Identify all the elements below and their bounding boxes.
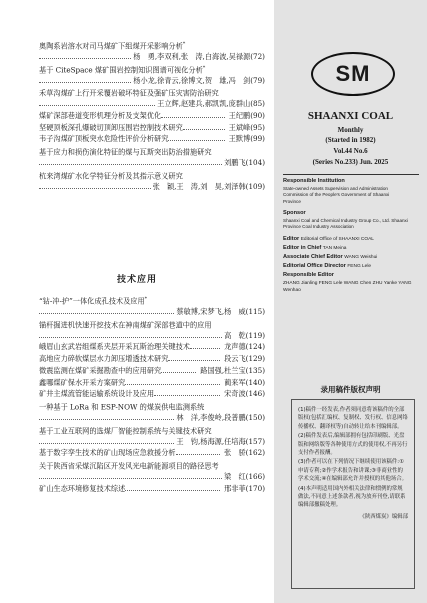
toc-entry-authors: 王默博 bbox=[228, 134, 251, 144]
editor-label: Editor bbox=[283, 236, 300, 242]
toc-entry-page: (115) bbox=[245, 307, 265, 316]
toc-entry-page: (135) bbox=[245, 365, 265, 375]
editor-value: Editorial Office of SHAANXI COAL bbox=[300, 237, 374, 242]
toc-leader-dots bbox=[161, 117, 224, 118]
toc-entry-title-line[interactable] bbox=[39, 319, 261, 329]
toc-entry-page: (95) bbox=[250, 122, 265, 132]
journal-logo: SM bbox=[311, 52, 395, 96]
toc-entry-title-line[interactable] bbox=[39, 87, 261, 97]
toc-entry-title: 关于陕西省采煤沉陷区开发风光电新能源项目的路径思考 bbox=[39, 461, 219, 471]
editor-in-chief-row bbox=[283, 245, 423, 251]
toc-leader-dots bbox=[39, 105, 155, 106]
toc-entry-authors: 王立辉,赵建兵,郝凯凯,庞群山 bbox=[157, 99, 251, 109]
toc-entry-author-line bbox=[39, 472, 265, 481]
toc-leader-dots bbox=[154, 395, 220, 396]
responsible-editor-label: Responsible Editor bbox=[283, 272, 334, 278]
responsible-institution: State-owned Assets Supervision and Administration Commission of the People's Government of Shaanxi Province bbox=[283, 186, 390, 204]
toc-leader-dots bbox=[39, 164, 222, 165]
toc-entry-authors: 路国强,杜兰宝 bbox=[200, 365, 246, 375]
toc-leader-dots bbox=[39, 188, 151, 189]
toc-entry-authors: 刘鹏飞 bbox=[224, 158, 246, 168]
toc-entry-page: (99) bbox=[250, 134, 265, 144]
toc-entry-title: 煤矿深部巷道变形机理分析及支架优化 bbox=[39, 110, 162, 120]
toc-entry-title: 鑫哪煤矿保水开采方案研究 bbox=[39, 377, 126, 387]
notice-paragraph-2: (2)稿件发表后,编辑部拥有包括印刷版、光盘版和网络版等各种使用方式的使用权,不再另行支付作者报酬。 bbox=[298, 433, 408, 457]
toc-entry-title-line[interactable] bbox=[39, 425, 261, 435]
toc-entry-authors: 高 乾 bbox=[224, 330, 246, 340]
toc-entry-title: 杭来湾煤矿水化学特征分析及其指示意义研究 bbox=[39, 171, 183, 181]
toc-leader-dots bbox=[190, 348, 220, 349]
toc-entry[interactable] bbox=[39, 134, 265, 143]
toc-entry-authors: 张 骄 bbox=[224, 448, 246, 458]
editor-row bbox=[283, 236, 423, 242]
toc-entry[interactable] bbox=[39, 111, 265, 120]
responsible-institution-label: Responsible Institution bbox=[283, 178, 345, 184]
journal-serial: (Series No.233) Jun. 2025 bbox=[312, 158, 389, 166]
journal-frequency: Monthly bbox=[337, 126, 364, 134]
toc-entry-author-line bbox=[39, 331, 265, 340]
toc-leader-dots bbox=[39, 443, 174, 444]
sponsor: Shaanxi Coal and Chemical Industry Group Co., Ltd. Shaanxi Province Coal Industry Association bbox=[283, 218, 408, 230]
toc-leader-dots bbox=[39, 478, 222, 479]
toc-entry-authors: 宋奇波 bbox=[224, 389, 246, 399]
toc-entry-author-line bbox=[39, 413, 265, 422]
toc-entry-title: 峨眉山玄武岩组煤系夹层开采瓦斯治理关键技术 bbox=[39, 342, 190, 352]
editor-in-chief-label: Editor in Chief bbox=[283, 245, 322, 251]
toc-entry-page: (85) bbox=[250, 99, 265, 109]
toc-entry-title-line[interactable] bbox=[39, 146, 261, 156]
toc-entry-title: 锚杆掘进机快速开挖技术在神南煤矿深部巷道中的应用 bbox=[39, 319, 212, 329]
toc-entry-page: (157) bbox=[245, 436, 265, 446]
editorial-office-director-row bbox=[283, 263, 423, 269]
toc-entry-title: 矿井主煤流管能运输系统设计及应用 bbox=[39, 389, 155, 399]
toc-entry-title: “钻-冲-护”一体化成孔技术及应用 bbox=[39, 296, 145, 306]
toc-entry-authors: 梁 红 bbox=[224, 472, 246, 482]
toc-leader-dots bbox=[168, 360, 220, 361]
toc-entry-title: 基于应力和损伤演化特征的煤与瓦斯突出防治措施研究 bbox=[39, 147, 212, 157]
toc-entry-title-line[interactable] bbox=[39, 460, 261, 470]
toc-entry-fund-mark: * bbox=[202, 64, 206, 71]
toc-entry-page: (146) bbox=[245, 389, 265, 399]
toc-leader-dots bbox=[125, 384, 220, 385]
toc-entry-title: 高地应力碎软煤层水力卸压增透技术研究 bbox=[39, 354, 169, 363]
toc-entry-page: (109) bbox=[245, 181, 265, 191]
toc-entry-author-line bbox=[39, 158, 265, 167]
notice-title: 录用稿件版权声明 bbox=[320, 385, 381, 394]
toc-entry-page: (170) bbox=[245, 483, 265, 493]
toc-entry-title-line[interactable] bbox=[39, 295, 261, 305]
section-title: 技术应用 bbox=[116, 275, 157, 285]
toc-entry-authors: 王 钧,杨海源,任培海 bbox=[176, 436, 246, 446]
toc-leader-dots bbox=[39, 313, 174, 314]
toc-entry-page: (90) bbox=[250, 110, 265, 120]
toc-entry[interactable] bbox=[39, 342, 265, 351]
journal-started: (Started in 1982) bbox=[325, 136, 376, 144]
toc-entry-title: 坚硬顶板深孔爆破切顶卸压围岩控制技术研究 bbox=[39, 122, 183, 132]
toc-entry-title: 奥陶系岩溶水对司马煤矿下组煤开采影响分析 bbox=[39, 41, 183, 51]
toc-entry[interactable] bbox=[39, 378, 265, 387]
toc-entry-authors: 龙声德 bbox=[224, 342, 246, 352]
toc-entry-title: 韦子沟煤矿顶板突水危险性评价分析研究 bbox=[39, 134, 169, 144]
toc-entry-page: (79) bbox=[250, 75, 265, 85]
toc-entry-authors: 王斌峰 bbox=[228, 122, 251, 132]
toc-entry[interactable] bbox=[39, 366, 265, 375]
toc-leader-dots bbox=[39, 82, 131, 83]
toc-entry-author-line bbox=[39, 76, 265, 85]
notice-paragraph-1: (1)稿件一经发表,作者须同意将该稿件的全部版权(包括汇编权、复制权、发行权、信息网络传播权、翻译权等)自动转让给本刊编辑部。 bbox=[298, 407, 408, 430]
toc-entry-author-line bbox=[39, 99, 265, 108]
toc-entry-page: (166) bbox=[245, 472, 265, 482]
toc-entry[interactable] bbox=[39, 389, 265, 398]
toc-entry-author-line bbox=[39, 437, 265, 446]
toc-entry-title: 基于 CiteSpace 煤矿围岩控制知识图谱可视化分析 bbox=[39, 64, 203, 74]
toc-entry-authors: 王纪鹏 bbox=[228, 110, 251, 120]
toc-entry-title: 矿山生态环境修复技术综述 bbox=[39, 483, 126, 493]
toc-entry-authors: 杨小龙,徐青云,徐博文,贺 雄,冯 剑 bbox=[133, 75, 251, 85]
toc-leader-dots bbox=[39, 419, 174, 420]
copyright-notice-box bbox=[291, 399, 415, 589]
toc-entry-fund-mark: * bbox=[182, 41, 186, 47]
toc-entry-page: (150) bbox=[245, 413, 265, 423]
toc-entry-page: (119) bbox=[245, 330, 265, 340]
masthead-rule-top bbox=[283, 174, 419, 175]
toc-leader-dots bbox=[183, 129, 225, 130]
toc-entry-author-line bbox=[39, 52, 265, 61]
associate-chief-editor-row bbox=[283, 254, 423, 260]
toc-leader-dots bbox=[125, 490, 220, 491]
toc-leader-dots bbox=[161, 372, 196, 373]
toc-entry-title-line[interactable] bbox=[39, 40, 261, 50]
associate-chief-editor-label: Associate Chief Editor bbox=[283, 254, 343, 260]
toc-entry-title: 微震监测在煤矿采掘勘查中的应用研究 bbox=[39, 365, 162, 375]
toc-entry-page: (72) bbox=[250, 52, 265, 61]
toc-leader-dots bbox=[39, 58, 131, 59]
notice-signature: 《陕西煤炭》编辑部 bbox=[359, 513, 408, 520]
toc-entry[interactable] bbox=[39, 123, 265, 132]
toc-entry-fund-mark: * bbox=[144, 296, 148, 302]
toc-entry[interactable] bbox=[39, 448, 265, 457]
toc-entry[interactable] bbox=[39, 354, 265, 363]
toc-entry-authors: 蔺来军 bbox=[224, 377, 246, 387]
toc-entry-page: (124) bbox=[245, 342, 265, 352]
toc-entry-title: 基于数字孪生技术的矿山现场应急救援分析 bbox=[39, 448, 176, 458]
associate-chief-editor-value: WANG Weishui bbox=[344, 255, 378, 260]
toc-entry-title: 基于工业互联网的选煤厂智能控制系统与关键技术研究 bbox=[39, 426, 212, 436]
toc-entry-page: (162) bbox=[245, 448, 265, 458]
toc-entry-page: (129) bbox=[245, 354, 265, 363]
editor-in-chief-value: TAN Meina bbox=[322, 246, 347, 251]
responsible-editor: ZHANG Jianling FENG Lele WANG Chen ZHU Yanke YANG Wenhao bbox=[283, 281, 412, 293]
notice-paragraph-3: (3)作者可以在下列情况下继续使用该稿件:①申请专利;②作学术报告和讲课;③非商业性的学术交流;④在编辑部允许并授权的其他场合。 bbox=[298, 459, 408, 483]
toc-leader-dots bbox=[168, 140, 224, 141]
toc-entry-title: 禾草沟煤矿上行开采覆岩破坏特征及强矿压灾害防治研究 bbox=[39, 88, 219, 98]
toc-entry-authors: 邢非菲 bbox=[224, 483, 246, 493]
journal-volume: Vol.44 No.6 bbox=[333, 147, 368, 155]
toc-entry-author-line bbox=[39, 307, 265, 316]
toc-entry-title-line[interactable] bbox=[39, 401, 261, 411]
toc-entry-authors: 林 洋,李俊岭,段普鹏 bbox=[176, 413, 246, 423]
toc-entry-authors: 张 颖,王 涛,刘 昊,刘泽韩 bbox=[152, 181, 246, 191]
toc-entry-authors: 蔡敏博,宋梦飞,杨 威 bbox=[176, 307, 246, 316]
toc-entry-page: (104) bbox=[245, 158, 265, 168]
sponsor-label: Sponsor bbox=[283, 210, 306, 216]
editorial-office-director-label: Editorial Office Director bbox=[283, 263, 346, 269]
toc-leader-dots bbox=[176, 454, 221, 455]
toc-entry-title-line[interactable] bbox=[39, 170, 261, 180]
journal-name: SHAANXI COAL bbox=[307, 110, 394, 122]
toc-entry-authors: 段云飞 bbox=[224, 354, 246, 363]
toc-entry-author-line bbox=[39, 182, 265, 191]
toc-entry-authors: 杨 勇,李双利,张 涛,白海波,吴禄源 bbox=[133, 52, 251, 61]
notice-paragraph-4: (4)本声明适用国内外相关法律和惯例的常规做法,不同意上述条款者,视为放弃刊登,请联系编辑部撤稿处理。 bbox=[298, 485, 406, 509]
editorial-office-director-value: FENG Lele bbox=[347, 264, 372, 269]
toc-leader-dots bbox=[39, 337, 222, 338]
toc-entry-title-line[interactable] bbox=[39, 64, 261, 74]
toc-entry[interactable] bbox=[39, 484, 265, 493]
toc-entry-page: (140) bbox=[245, 377, 265, 387]
toc-entry-title: 一种基于 LoRa 和 ESP-NOW 的煤炭供电监测系统 bbox=[39, 402, 205, 412]
